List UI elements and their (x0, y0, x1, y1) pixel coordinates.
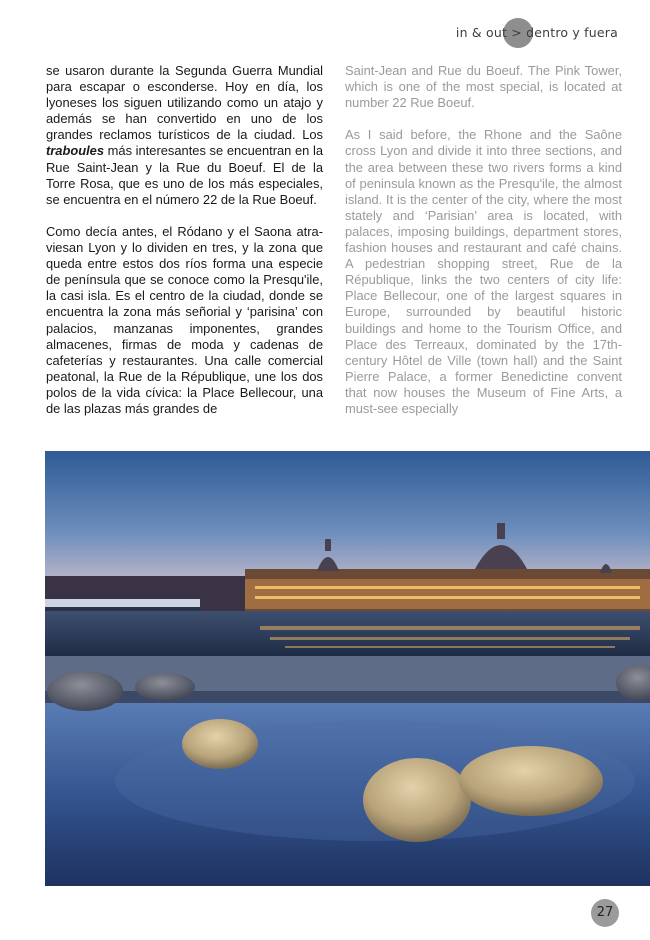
spanish-p1-emphasis: traboules (46, 143, 105, 159)
english-paragraph-1: Saint-Jean and Rue du Boeuf. The Pink Tower, which is one of the most special, is located at number 22 Rue Boeuf. (345, 63, 622, 111)
spanish-paragraph-2: Como decía antes, el Ródano y el Saona atraviesan Lyon y lo dividen en tres, y la zona que queda entre estos dos ríos forma una especie de península que se conoce como la Presqu'ile, la casi isla. Es el centro de la ciudad, donde se encuentra la zona más señorial y ‘parisina’ con palacios, manzanas imponentes, grandes almacenes, firmas de moda y cadenas de cafeterías y restaurantes. Una calle comercial peatonal, la Rue de la République, une los dos polos de la vida cívica: la Place Bellecour, una de las plazas más grandes de (46, 223, 323, 416)
page-number-badge: 27 (591, 899, 619, 927)
section-label: in & out > dentro y fuera (455, 25, 618, 40)
spanish-paragraph-1 (46, 63, 323, 208)
english-paragraph-2: As I said before, the Rhone and the Saône cross Lyon and divide it into three sections, and the area between these two rivers forms a kind of peninsula known as the Presqu'ile, the almost island. It is the center of the city, where the most stately and ‘Parisian’ area is located, with palaces, imposing buildings, department stores, fashion houses and restaurant and café chains. A pedestrian shopping street, Rue de la République, links the two centers of city life: Place Bellecour, one of the largest squares in Europe, surrounded by beautiful historic buildings and home to the Tourism Office, and Place des Terreaux, dominated by the 17th-century Hôtel de Ville (town hall) and the Saint Pierre Palace, a former Benedictine convent that now houses the Museum of Fine Arts, a must-see especially (345, 127, 622, 416)
english-text-column (345, 63, 622, 433)
photo-illustration (45, 451, 650, 886)
section-header (450, 18, 650, 48)
spanish-p1-text-b: más interesantes se encuentran en la Rue Saint-Jean y la Rue du Boeuf. El de la Torre Rosa, que es uno de los más especiales, se encuentra en el número 22 de la Rue Boeuf. (46, 143, 323, 207)
spanish-text-column (46, 63, 323, 433)
spanish-p1-text-a: se usaron durante la Segunda Guerra Mundial para escapar o esconderse. Hoy en día, los lyoneses los siguen utilizando como un atajo y además se han convertido en uno de los grandes reclamos turísticos de la ciudad. Los (46, 63, 323, 143)
lyon-riverside-photo (45, 451, 650, 886)
